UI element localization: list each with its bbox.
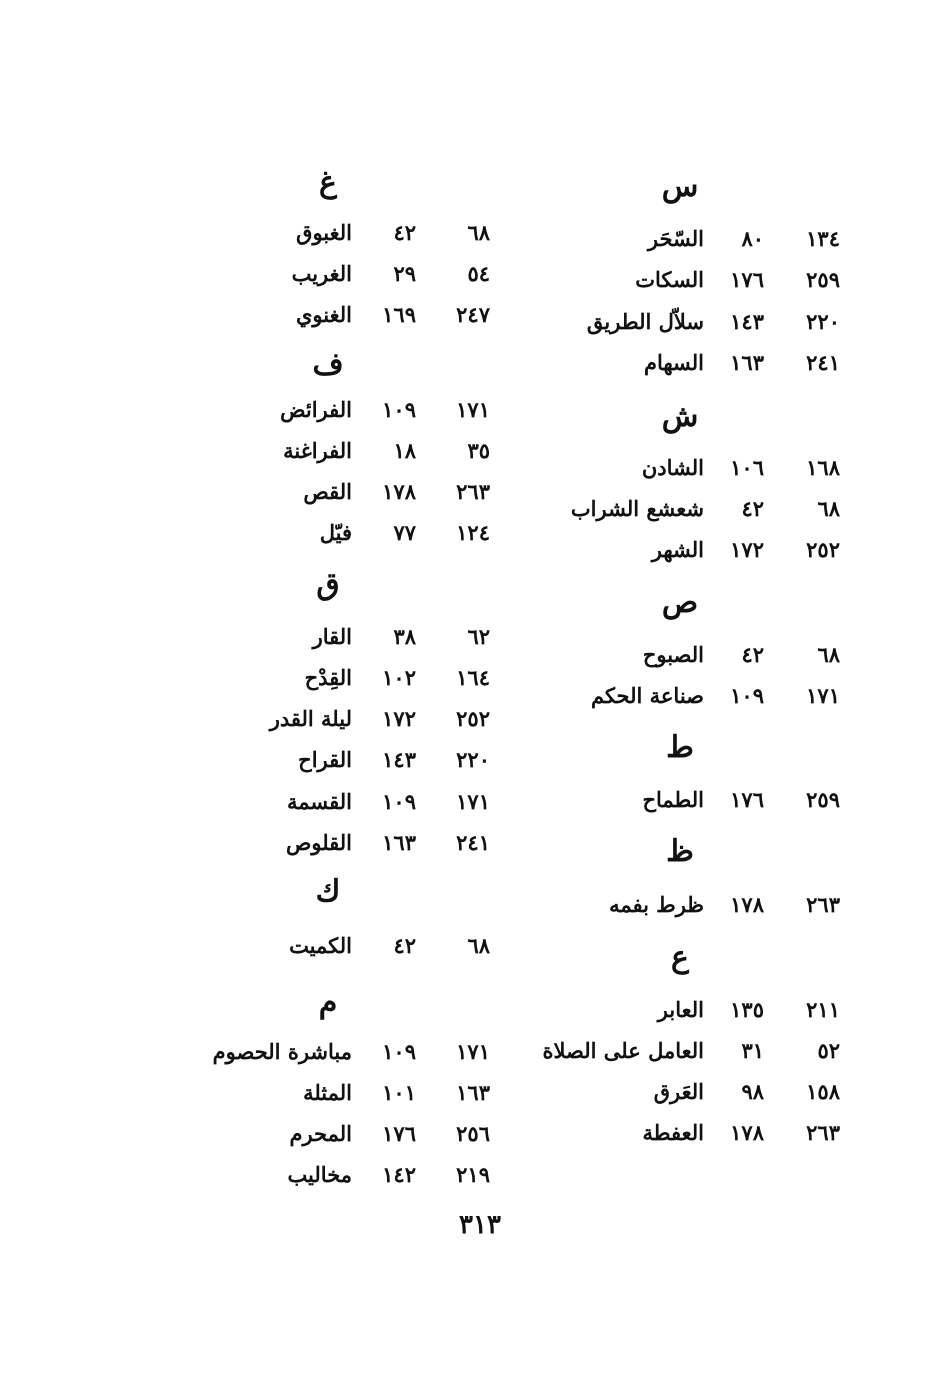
entry-number: ١٧٢: [730, 537, 764, 562]
entry-word: السّحَر: [647, 226, 704, 251]
entry-word: العفطة: [642, 1120, 704, 1145]
entry-page: ٦٨: [467, 220, 490, 245]
entry-page: ٢٥٩: [806, 787, 840, 812]
section-letter: ش: [661, 399, 699, 434]
entry-page: ٢٤١: [806, 350, 840, 375]
entry-page: ٢٦٣: [806, 892, 840, 917]
index-entry: [542, 1034, 860, 1068]
entry-number: ٣١: [741, 1038, 764, 1063]
entry-word: القلوص: [285, 830, 352, 855]
entry-page: ١٦٣: [456, 1080, 490, 1105]
entry-page: ٢٥٢: [456, 706, 490, 731]
index-entry: [560, 263, 860, 297]
entry-number: ١٤٣: [382, 747, 416, 772]
entry-page: ٦٢: [467, 624, 490, 649]
entry-number: ١٧٦: [730, 267, 764, 292]
section-letter: ظ: [666, 834, 694, 869]
index-entry: [200, 475, 520, 509]
entry-page: ١٣٤: [806, 226, 840, 251]
entry-number: ١٠٩: [382, 397, 416, 422]
index-entry: [560, 679, 860, 713]
entry-number: ١٠٩: [730, 683, 764, 708]
entry-number: ٤٢: [393, 220, 416, 245]
entry-word: السكات: [635, 267, 704, 292]
index-entry: [200, 434, 520, 468]
index-entry: [560, 1116, 860, 1150]
index-entry: [200, 393, 520, 427]
entry-number: ١٠٢: [382, 665, 416, 690]
entry-page: ٢٦٣: [456, 479, 490, 504]
entry-number: ٧٧: [393, 520, 416, 545]
entry-number: ١٦٩: [382, 302, 416, 327]
entry-word: الفراغنة: [283, 438, 352, 463]
index-entry: [200, 1035, 520, 1069]
entry-word: الشادن: [641, 455, 704, 480]
index-entry: [560, 222, 860, 256]
index-column-left: [200, 0, 520, 1250]
index-entry: [200, 216, 520, 250]
entry-number: ٤٢: [393, 933, 416, 958]
entry-word: العَرق: [653, 1079, 704, 1104]
entry-word: ظرط بفمه: [609, 892, 704, 917]
entry-number: ١٦٣: [730, 350, 764, 375]
index-entry: [560, 993, 860, 1027]
entry-word: العابر: [657, 997, 704, 1022]
entry-page: ٢٤١: [456, 830, 490, 855]
entry-word: السهام: [643, 350, 704, 375]
page-number: ٣١٣: [459, 1210, 501, 1240]
index-entry: [560, 305, 860, 339]
index-entry: [200, 661, 520, 695]
index-entry: [200, 298, 520, 332]
entry-word: صناعة الحكم: [590, 683, 704, 708]
entry-page: ٢٥٢: [806, 537, 840, 562]
entry-word: المحرم: [289, 1121, 352, 1146]
entry-word: الفرائض: [280, 397, 352, 422]
entry-page: ٥٤: [467, 261, 490, 286]
section-letter: س: [661, 169, 699, 204]
entry-word: الغبوق: [296, 220, 352, 245]
entry-number: ٤٢: [741, 496, 764, 521]
entry-number: ١٧٨: [730, 892, 764, 917]
entry-word: مخاليب: [287, 1162, 352, 1187]
index-entry: [200, 620, 520, 654]
entry-page: ٢١٩: [456, 1162, 490, 1187]
entry-word: القسمة: [287, 789, 352, 814]
entry-page: ٢٢٠: [456, 747, 490, 772]
index-entry: [560, 1075, 860, 1109]
entry-page: ١٧١: [456, 397, 490, 422]
index-entry: [200, 826, 520, 860]
entry-page: ٦٨: [817, 642, 840, 667]
entry-number: ١٧٢: [382, 706, 416, 731]
entry-number: ٨٠: [741, 226, 764, 251]
index-entry: [560, 533, 860, 567]
index-column-right: [542, 0, 860, 1250]
entry-number: ١٨: [393, 438, 416, 463]
entry-page: ١٦٨: [806, 455, 840, 480]
entry-number: ١٣٥: [730, 997, 764, 1022]
entry-page: ٢٥٩: [806, 267, 840, 292]
index-entry: [200, 1158, 520, 1192]
section-letter: ق: [316, 567, 340, 602]
entry-number: ٣٨: [393, 624, 416, 649]
entry-page: ٢٢٠: [806, 309, 840, 334]
index-entry: [200, 702, 520, 736]
entry-page: ١٥٨: [806, 1079, 840, 1104]
index-entry: [200, 929, 520, 963]
entry-page: ٦٨: [467, 933, 490, 958]
section-letter: ف: [312, 347, 344, 382]
entry-number: ٩٨: [741, 1079, 764, 1104]
entry-word: فيّل: [319, 520, 352, 545]
index-entry: [560, 492, 860, 526]
index-entry: [560, 638, 860, 672]
entry-word: الطماح: [642, 787, 704, 812]
entry-word: ليلة القدر: [269, 706, 352, 731]
index-entry: [200, 743, 520, 777]
section-letter: ط: [666, 730, 694, 765]
entry-page: ١٧١: [456, 1039, 490, 1064]
entry-page: ٢٤٧: [456, 302, 490, 327]
index-entry: [200, 1076, 520, 1110]
index-entry: [200, 516, 520, 550]
entry-number: ١٠٦: [730, 455, 764, 480]
section-letter: غ: [319, 165, 337, 200]
entry-word: القراح: [298, 747, 352, 772]
entry-page: ١٧١: [806, 683, 840, 708]
entry-word: شعشع الشراب: [570, 496, 704, 521]
entry-number: ٤٢: [741, 642, 764, 667]
section-letter: ص: [661, 585, 699, 620]
entry-number: ١٤٣: [730, 309, 764, 334]
entry-word: الشهر: [651, 537, 704, 562]
entry-word: القص: [303, 479, 352, 504]
index-entry: [200, 257, 520, 291]
entry-number: ١٠٩: [382, 789, 416, 814]
index-entry: [560, 451, 860, 485]
entry-number: ٢٩: [393, 261, 416, 286]
entry-word: الصبوح: [642, 642, 704, 667]
section-letter: م: [318, 985, 338, 1020]
entry-number: ١٤٢: [382, 1162, 416, 1187]
index-entry: [560, 888, 860, 922]
entry-word: العامل على الصلاة: [542, 1038, 704, 1063]
entry-number: ١٧٦: [730, 787, 764, 812]
entry-word: القِدْح: [304, 665, 352, 690]
entry-word: القار: [312, 624, 352, 649]
entry-number: ١٧٦: [382, 1121, 416, 1146]
section-letter: ع: [671, 940, 689, 975]
index-entry: [560, 783, 860, 817]
index-entry: [200, 1117, 520, 1151]
entry-word: المثلة: [303, 1080, 352, 1105]
entry-page: ٢١١: [806, 997, 840, 1022]
entry-number: ١٧٨: [730, 1120, 764, 1145]
entry-page: ١٧١: [456, 789, 490, 814]
entry-page: ٣٥: [467, 438, 490, 463]
entry-page: ١٢٤: [456, 520, 490, 545]
entry-number: ١٦٣: [382, 830, 416, 855]
entry-number: ١٧٨: [382, 479, 416, 504]
entry-page: ١٦٤: [456, 665, 490, 690]
entry-page: ٢٦٣: [806, 1120, 840, 1145]
section-letter: ك: [315, 874, 341, 909]
entry-page: ٥٢: [817, 1038, 840, 1063]
entry-word: الغريب: [291, 261, 352, 286]
index-entry: [560, 346, 860, 380]
entry-word: الغنوي: [296, 302, 352, 327]
entry-number: ١٠١: [382, 1080, 416, 1105]
entry-word: سلاّل الطريق: [586, 309, 704, 334]
entry-word: مباشرة الحصوم: [212, 1039, 352, 1064]
index-entry: [200, 785, 520, 819]
entry-word: الكميت: [289, 933, 352, 958]
entry-page: ٢٥٦: [456, 1121, 490, 1146]
entry-page: ٦٨: [817, 496, 840, 521]
entry-number: ١٠٩: [382, 1039, 416, 1064]
